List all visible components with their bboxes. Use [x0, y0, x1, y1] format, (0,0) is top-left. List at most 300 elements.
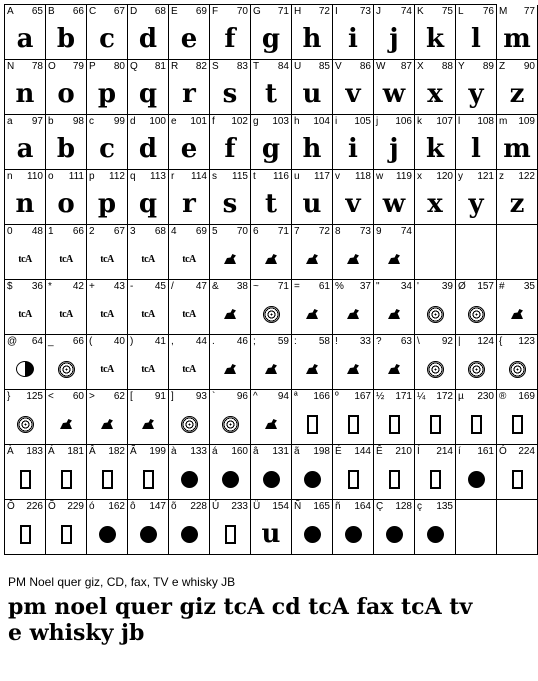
- glyph-preview: [456, 404, 496, 444]
- glyph-cell: [169, 390, 210, 445]
- glyph-preview: [415, 19, 455, 59]
- char-code: 78: [31, 61, 43, 72]
- char-name: O: [48, 61, 56, 72]
- glyph-cell-label: [130, 6, 166, 17]
- glyph-cell: [333, 445, 374, 500]
- glyph: p: [97, 79, 117, 109]
- glyph-cell-label: [376, 61, 412, 72]
- char-name: |: [458, 336, 461, 347]
- char-name: w: [376, 171, 384, 182]
- char-code: 228: [190, 501, 207, 512]
- tca-logo-glyph: tcA: [182, 253, 196, 265]
- glyph-preview: [456, 184, 496, 224]
- glyph-preview: [497, 19, 537, 59]
- char-code: 73: [359, 6, 371, 17]
- char-name: Í: [417, 446, 420, 457]
- glyph-row: [5, 225, 497, 280]
- char-code: 233: [231, 501, 248, 512]
- glyph-preview: [210, 294, 250, 334]
- glyph-preview: [251, 294, 291, 334]
- char-name: /: [171, 281, 174, 292]
- char-name: #: [499, 281, 505, 292]
- char-code: 124: [477, 336, 494, 347]
- glyph-cell: [210, 5, 251, 60]
- tca-logo-glyph: tcA: [18, 253, 32, 265]
- glyph-preview: [210, 239, 250, 279]
- tca-logo-glyph: tcA: [141, 253, 155, 265]
- glyph-cell-label: [458, 6, 494, 17]
- char-name: Ê: [376, 446, 383, 457]
- char-name: Ç: [376, 501, 384, 512]
- glyph-cell: [497, 500, 538, 555]
- char-code: 70: [236, 226, 248, 237]
- glyph-cell: [333, 115, 374, 170]
- glyph: d: [138, 134, 158, 164]
- dinosaur-icon: [347, 309, 359, 319]
- glyph-row: [5, 390, 535, 445]
- sample-caption: PM Noel quer giz, CD, fax, TV e whisky JB: [8, 575, 236, 589]
- glyph-cell-label: [7, 6, 43, 17]
- glyph-preview: [292, 514, 332, 554]
- char-name: E: [171, 6, 178, 17]
- glyph-preview: [251, 459, 291, 499]
- glyph-cell: [292, 335, 333, 390]
- glyph-cell: [169, 335, 210, 390]
- char-code: 101: [190, 116, 207, 127]
- char-name: h: [294, 116, 300, 127]
- glyph-cell-label: [130, 336, 166, 347]
- glyph-preview: [210, 349, 250, 389]
- swirl-circle-icon: [222, 416, 239, 433]
- glyph-cell: [46, 335, 87, 390]
- glyph-cell-label: [7, 281, 43, 292]
- glyph-cell: [128, 445, 169, 500]
- glyph-preview: [87, 294, 127, 334]
- glyph-preview: [374, 349, 414, 389]
- char-name: !: [335, 336, 338, 347]
- glyph-cell-label: [212, 6, 248, 17]
- glyph-cell: [87, 115, 128, 170]
- swirl-circle-icon: [468, 306, 485, 323]
- glyph-cell: [251, 225, 292, 280]
- glyph-cell-label: [417, 171, 453, 182]
- glyph-preview: [128, 239, 168, 279]
- char-name: %: [335, 281, 344, 292]
- glyph-preview: [128, 184, 168, 224]
- glyph-cell-label: [89, 391, 125, 402]
- glyph-preview: [87, 184, 127, 224]
- glyph-row: [5, 60, 535, 115]
- glyph: y: [468, 189, 484, 219]
- char-code: 135: [436, 501, 453, 512]
- char-code: 133: [190, 446, 207, 457]
- filled-circle-icon: [427, 526, 444, 543]
- char-code: 154: [272, 501, 289, 512]
- glyph-cell-label: [417, 281, 453, 292]
- glyph-cell-label: [89, 336, 125, 347]
- glyph-cell-label: [130, 281, 166, 292]
- glyph-cell: [497, 5, 538, 60]
- char-name: 3: [130, 226, 136, 237]
- char-code: 38: [236, 281, 248, 292]
- glyph: x: [427, 79, 443, 109]
- tca-logo-glyph: tcA: [59, 253, 73, 265]
- char-code: 59: [277, 336, 289, 347]
- glyph: o: [57, 79, 75, 109]
- glyph-preview: [333, 74, 373, 114]
- char-code: 166: [313, 391, 330, 402]
- glyph-cell-label: [171, 6, 207, 17]
- char-name: X: [417, 61, 424, 72]
- swirl-circle-icon: [17, 416, 34, 433]
- glyph-preview: [415, 129, 455, 169]
- char-code: 42: [72, 281, 84, 292]
- char-name: Â: [89, 446, 96, 457]
- glyph-cell-label: [417, 116, 453, 127]
- char-code: 110: [27, 171, 43, 182]
- char-name: -: [130, 281, 134, 292]
- glyph-cell: [292, 225, 333, 280]
- dinosaur-icon: [224, 309, 236, 319]
- char-code: 182: [108, 446, 125, 457]
- record-icon: [16, 361, 34, 377]
- char-name: (: [89, 336, 93, 347]
- glyph-cell-label: [7, 171, 43, 182]
- char-code: 67: [113, 6, 125, 17]
- glyph-row: [5, 170, 535, 225]
- char-name: º: [335, 391, 339, 402]
- char-name: z: [499, 171, 504, 182]
- char-code: 45: [154, 281, 166, 292]
- char-code: 171: [395, 391, 412, 402]
- glyph-cell-label: [376, 281, 412, 292]
- glyph-preview: [251, 19, 291, 59]
- glyph-cell: [5, 115, 46, 170]
- glyph-preview: [415, 74, 455, 114]
- missing-glyph-box-icon: [20, 525, 31, 544]
- char-code: 112: [109, 171, 125, 182]
- glyph-cell: [251, 390, 292, 445]
- glyph-preview: [497, 294, 537, 334]
- glyph-cell-label: [253, 501, 289, 512]
- glyph-cell: [456, 170, 497, 225]
- char-code: 89: [482, 61, 494, 72]
- glyph-cell-label: [130, 446, 166, 457]
- glyph-cell-label: [212, 116, 248, 127]
- glyph-cell: [5, 500, 46, 555]
- char-code: 181: [67, 446, 84, 457]
- glyph-cell: [333, 335, 374, 390]
- char-name: j: [376, 116, 379, 127]
- glyph-cell-label: [7, 116, 43, 127]
- glyph-cell: [251, 60, 292, 115]
- missing-glyph-box-icon: [225, 525, 236, 544]
- swirl-circle-icon: [58, 361, 75, 378]
- char-name: G: [253, 6, 261, 17]
- glyph-cell: [251, 115, 292, 170]
- glyph-preview: [497, 404, 537, 444]
- glyph-preview: [46, 349, 86, 389]
- char-name: o: [48, 171, 54, 182]
- char-name: ?: [376, 336, 382, 347]
- glyph-cell-label: [171, 61, 207, 72]
- glyph-cell-label: [253, 446, 289, 457]
- dinosaur-icon: [347, 254, 359, 264]
- char-name: A: [7, 6, 14, 17]
- filled-circle-icon: [304, 526, 321, 543]
- glyph-preview: [169, 514, 209, 554]
- filled-circle-icon: [345, 526, 362, 543]
- char-name: ô: [130, 501, 136, 512]
- glyph-cell: [374, 60, 415, 115]
- char-code: 71: [277, 281, 289, 292]
- glyph-cell: [292, 280, 333, 335]
- glyph-preview: [169, 404, 209, 444]
- dinosaur-icon: [306, 254, 318, 264]
- char-name: ç: [417, 501, 422, 512]
- char-code: 119: [396, 171, 412, 182]
- glyph-cell: [497, 390, 538, 445]
- missing-glyph-box-icon: [512, 415, 523, 434]
- glyph-cell-label: [89, 171, 125, 182]
- char-code: 83: [236, 61, 248, 72]
- char-code: 229: [67, 501, 84, 512]
- char-name: 2: [89, 226, 95, 237]
- glyph-preview: [292, 349, 332, 389]
- glyph-cell: [5, 170, 46, 225]
- char-code: 131: [272, 446, 289, 457]
- char-name: =: [294, 281, 300, 292]
- char-name: :: [294, 336, 297, 347]
- glyph-preview: [169, 129, 209, 169]
- glyph-cell: [415, 5, 456, 60]
- glyph-cell: [5, 5, 46, 60]
- char-name: 1: [48, 226, 54, 237]
- glyph: o: [57, 189, 75, 219]
- char-code: 109: [518, 116, 535, 127]
- char-code: 87: [400, 61, 412, 72]
- char-code: 144: [354, 446, 371, 457]
- glyph-cell: [415, 445, 456, 500]
- glyph-preview: [333, 349, 373, 389]
- glyph-preview: [128, 459, 168, 499]
- char-name: ó: [89, 501, 95, 512]
- glyph-preview: [292, 184, 332, 224]
- filled-circle-icon: [304, 471, 321, 488]
- glyph-preview: [374, 184, 414, 224]
- char-name: @: [7, 336, 18, 347]
- glyph: e: [180, 24, 198, 54]
- char-code: 164: [354, 501, 371, 512]
- dinosaur-icon: [306, 364, 318, 374]
- glyph-cell: [169, 60, 210, 115]
- char-code: 214: [436, 446, 453, 457]
- char-name: N: [7, 61, 15, 72]
- glyph-cell-label: [253, 336, 289, 347]
- char-code: 98: [72, 116, 84, 127]
- filled-circle-icon: [140, 526, 157, 543]
- char-code: 160: [231, 446, 248, 457]
- glyph-cell: [46, 115, 87, 170]
- glyph-preview: [46, 74, 86, 114]
- glyph-cell: [128, 335, 169, 390]
- char-name: _: [48, 336, 54, 347]
- char-code: 72: [318, 6, 330, 17]
- glyph-cell: [46, 170, 87, 225]
- glyph: s: [222, 79, 238, 109]
- glyph-cell-label: [130, 391, 166, 402]
- glyph-cell-label: [89, 116, 125, 127]
- glyph-cell-label: [376, 6, 412, 17]
- glyph-cell: [128, 5, 169, 60]
- char-code: 147: [149, 501, 166, 512]
- glyph: h: [302, 24, 322, 54]
- glyph-cell-label: [171, 171, 207, 182]
- glyph-cell: [456, 280, 497, 335]
- glyph-cell-label: [48, 281, 84, 292]
- glyph-row: [5, 335, 535, 390]
- glyph: k: [425, 24, 444, 54]
- glyph-cell: [333, 500, 374, 555]
- glyph-cell-label: [212, 171, 248, 182]
- glyph-cell: [292, 170, 333, 225]
- glyph-cell-label: [253, 61, 289, 72]
- glyph-preview: [497, 74, 537, 114]
- glyph-preview: [456, 129, 496, 169]
- char-name: U: [294, 61, 302, 72]
- glyph-preview: [456, 19, 496, 59]
- glyph: i: [348, 134, 358, 164]
- glyph-preview: [251, 74, 291, 114]
- char-name: ^: [253, 391, 258, 402]
- glyph-cell-label: [89, 281, 125, 292]
- glyph-cell: [210, 390, 251, 445]
- glyph-cell-label: [294, 116, 330, 127]
- glyph-cell-label: [499, 336, 535, 347]
- glyph-preview: [5, 19, 45, 59]
- char-name: Ô: [7, 501, 15, 512]
- glyph-cell-label: [89, 61, 125, 72]
- char-code: 92: [441, 336, 453, 347]
- glyph-preview: [87, 239, 127, 279]
- glyph-cell: [210, 500, 251, 555]
- glyph-cell-label: [458, 446, 494, 457]
- char-name: b: [48, 116, 54, 127]
- glyph-cell: [46, 225, 87, 280]
- glyph-cell: [128, 225, 169, 280]
- dinosaur-icon: [511, 309, 523, 319]
- glyph-cell-label: [171, 501, 207, 512]
- char-name: 6: [253, 226, 259, 237]
- glyph: b: [56, 134, 76, 164]
- glyph-cell: [87, 390, 128, 445]
- char-name: ª: [294, 391, 298, 402]
- glyph: q: [138, 79, 158, 109]
- char-name: 8: [335, 226, 341, 237]
- glyph-cell: [210, 115, 251, 170]
- char-code: 80: [113, 61, 125, 72]
- char-code: 102: [231, 116, 248, 127]
- glyph-preview: [169, 294, 209, 334]
- glyph-preview: [497, 349, 537, 389]
- char-name: l: [458, 116, 461, 127]
- char-code: 43: [113, 281, 125, 292]
- glyph: u: [302, 189, 322, 219]
- char-code: 91: [154, 391, 166, 402]
- glyph-cell-label: [48, 116, 84, 127]
- glyph-preview: [128, 74, 168, 114]
- char-name: S: [212, 61, 219, 72]
- glyph: n: [15, 189, 35, 219]
- glyph-cell-label: [499, 171, 535, 182]
- glyph: g: [261, 24, 281, 54]
- glyph-preview: [251, 404, 291, 444]
- glyph-preview: [169, 184, 209, 224]
- glyph-cell-label: [48, 501, 84, 512]
- glyph-preview: [415, 404, 455, 444]
- glyph-cell-label: [376, 226, 412, 237]
- glyph-preview: [292, 129, 332, 169]
- char-name: B: [48, 6, 55, 17]
- glyph-cell-label: [130, 171, 166, 182]
- glyph-cell: [128, 60, 169, 115]
- glyph: c: [99, 24, 115, 54]
- glyph-cell-label: [294, 501, 330, 512]
- glyph-cell: [5, 445, 46, 500]
- dinosaur-icon: [347, 364, 359, 374]
- glyph-preview: [128, 294, 168, 334]
- glyph-preview: [5, 404, 45, 444]
- glyph-preview: [5, 239, 45, 279]
- glyph-cell: [497, 280, 538, 335]
- tca-logo-glyph: tcA: [141, 363, 155, 375]
- char-code: 60: [72, 391, 84, 402]
- glyph-row: [5, 5, 535, 60]
- glyph-cell: [128, 500, 169, 555]
- char-code: 37: [359, 281, 371, 292]
- char-code: 66: [72, 226, 84, 237]
- glyph: m: [503, 134, 531, 164]
- filled-circle-icon: [99, 526, 116, 543]
- char-code: 63: [400, 336, 412, 347]
- glyph-cell-label: [48, 336, 84, 347]
- char-name: s: [212, 171, 217, 182]
- glyph-cell-label: [253, 171, 289, 182]
- glyph-cell-label: [7, 446, 43, 457]
- glyph-cell: [87, 5, 128, 60]
- glyph-cell-label: [294, 6, 330, 17]
- filled-circle-icon: [468, 471, 485, 488]
- char-code: 118: [355, 171, 371, 182]
- char-name: Ø: [458, 281, 466, 292]
- glyph-preview: [292, 19, 332, 59]
- glyph-cell: [251, 280, 292, 335]
- char-name: W: [376, 61, 386, 72]
- glyph-preview: [46, 184, 86, 224]
- filled-circle-icon: [263, 471, 280, 488]
- char-name: \: [417, 336, 420, 347]
- glyph-cell: [415, 390, 456, 445]
- char-code: 93: [195, 391, 207, 402]
- char-name: {: [499, 336, 503, 347]
- char-name: ã: [294, 446, 300, 457]
- glyph-cell-label: [499, 6, 535, 17]
- char-name: Á: [48, 446, 55, 457]
- glyph-preview: [5, 514, 45, 554]
- glyph-cell: [87, 280, 128, 335]
- glyph-cell: [87, 225, 128, 280]
- glyph-cell-label: [89, 226, 125, 237]
